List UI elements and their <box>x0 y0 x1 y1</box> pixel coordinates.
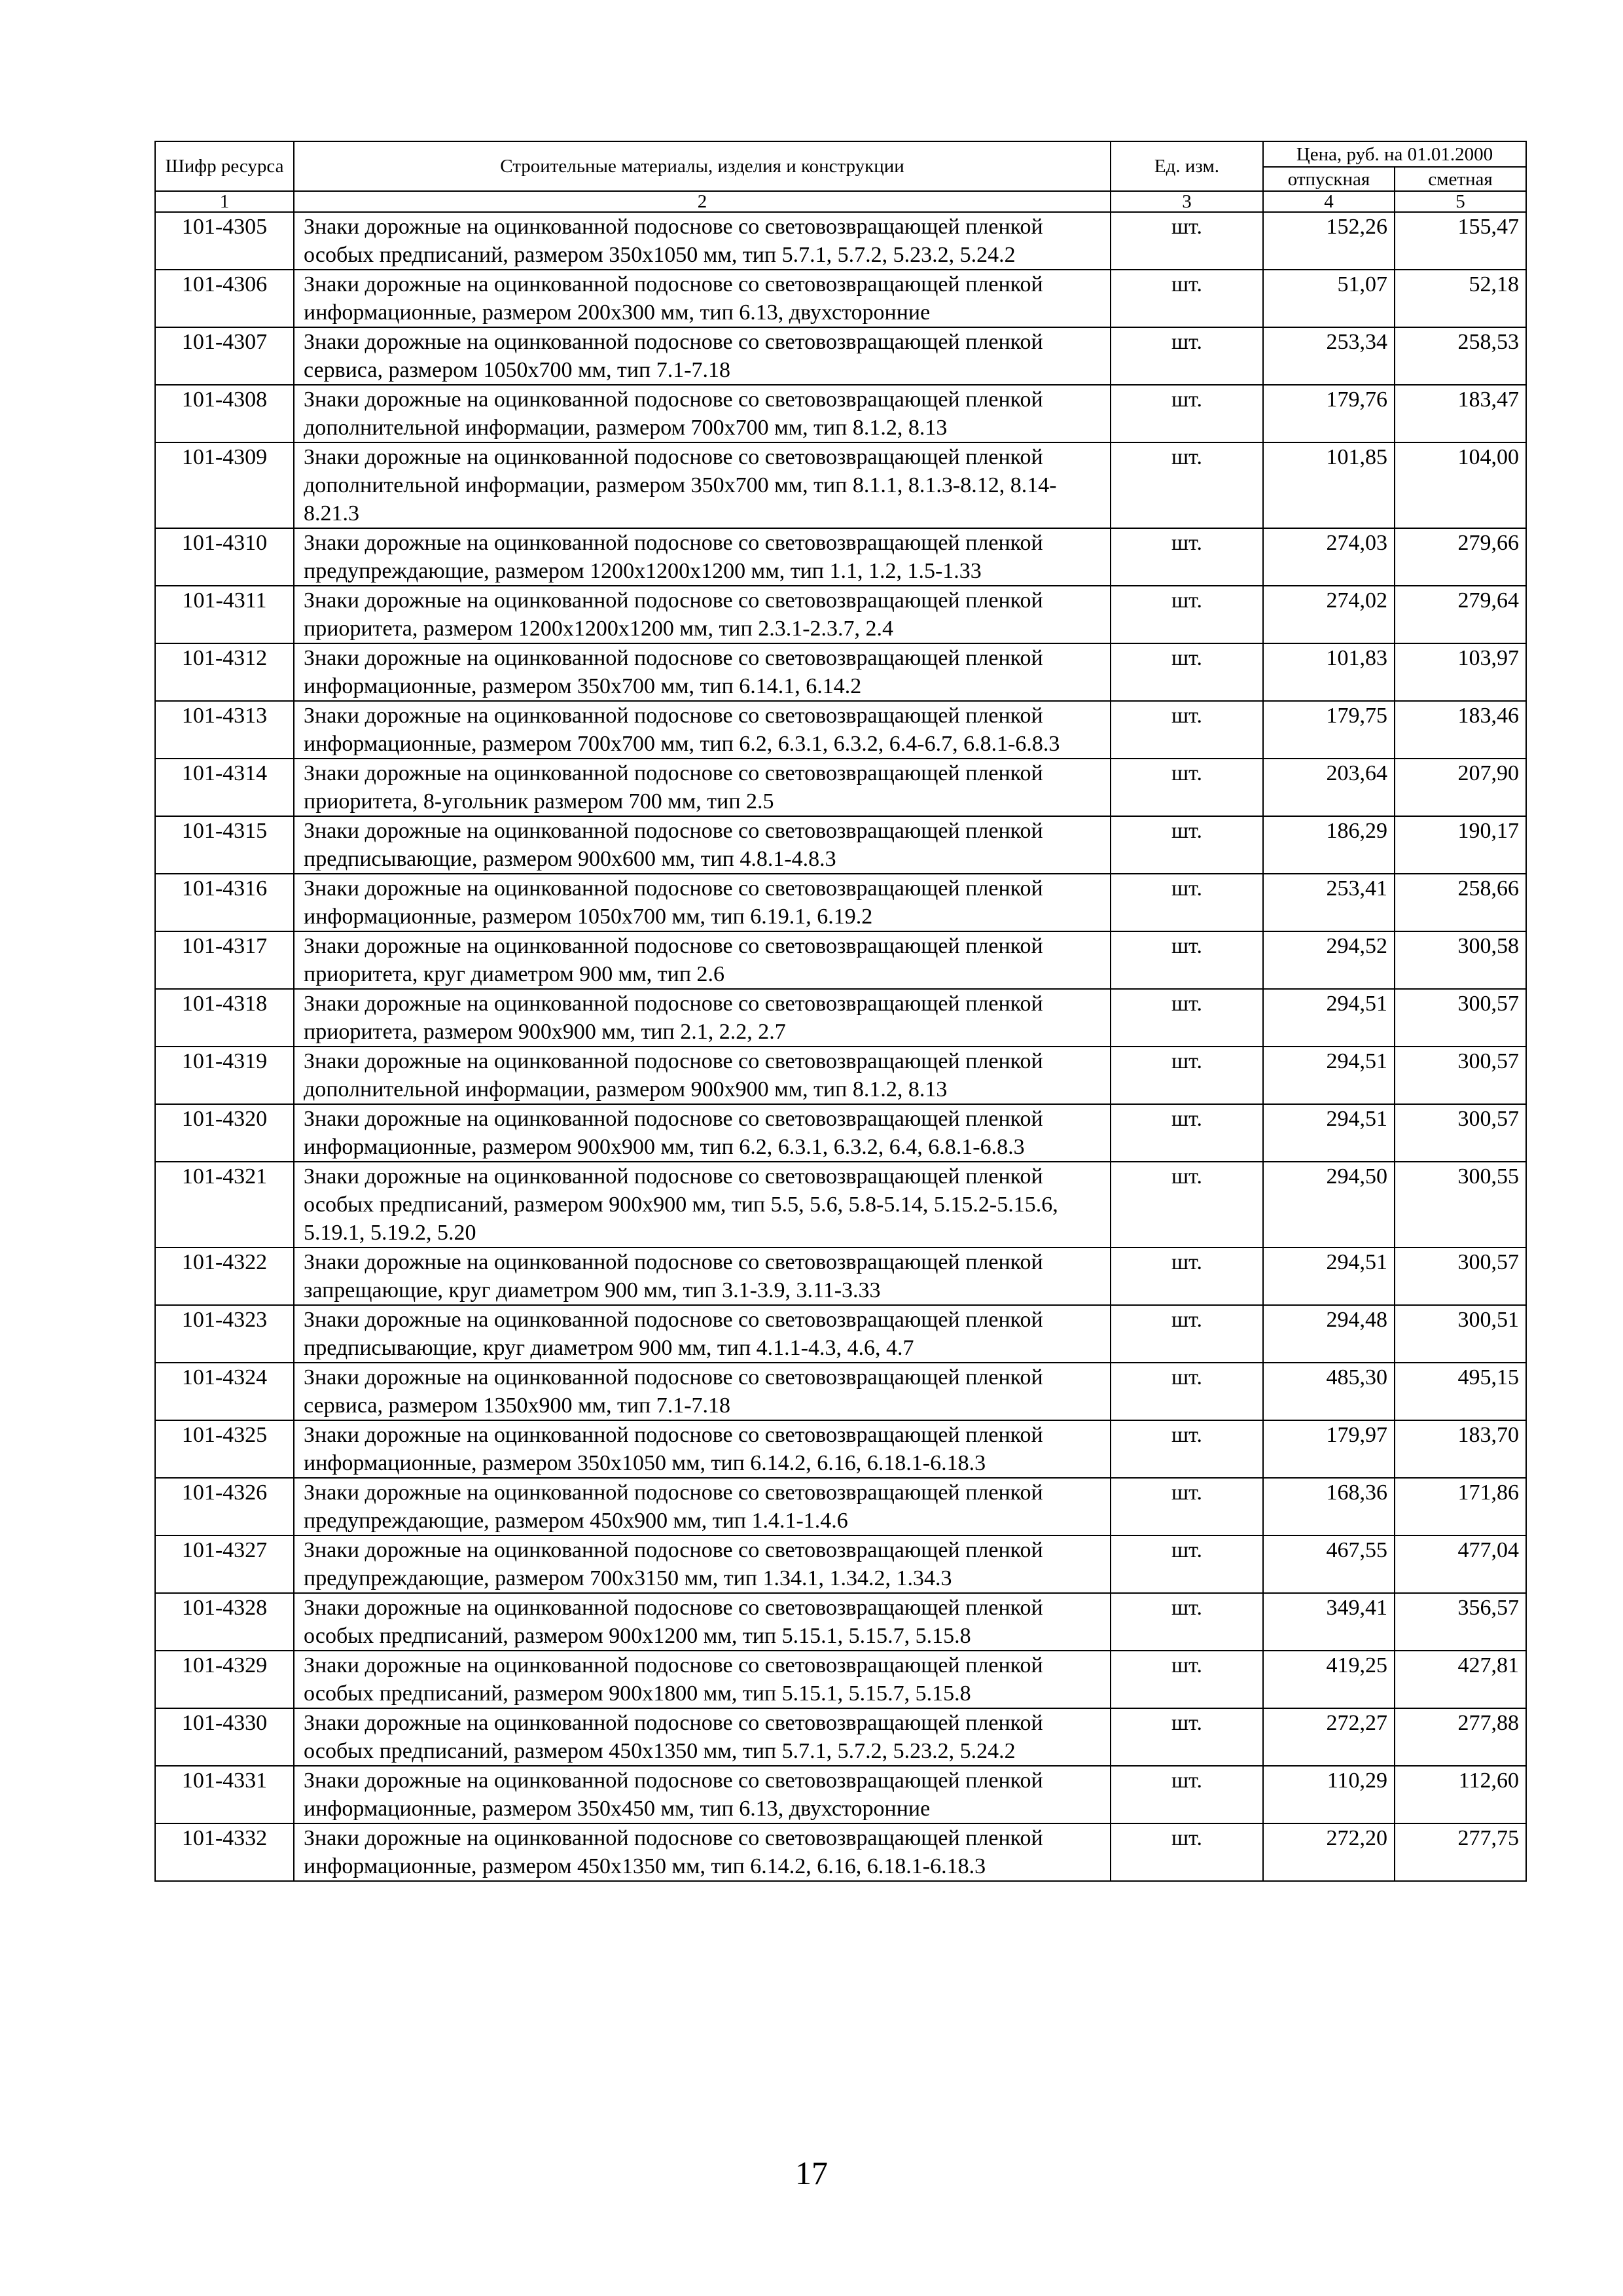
price-estimate-cell: 300,51 <box>1395 1305 1526 1363</box>
unit-cell: шт. <box>1111 442 1263 528</box>
name-cell: Знаки дорожные на оцинкованной подоснове со световозвращающей пленкой предупреждающие, размером 450х900 мм, тип 1.4.1-1.4.6 <box>294 1478 1111 1535</box>
column-number: 3 <box>1111 191 1263 212</box>
code-cell: 101-4326 <box>155 1478 294 1535</box>
code-cell: 101-4327 <box>155 1535 294 1593</box>
name-cell: Знаки дорожные на оцинкованной подоснове со световозвращающей пленкой предписывающие, круг диаметром 900 мм, тип 4.1.1-4.3, 4.6, 4.7 <box>294 1305 1111 1363</box>
price-release-cell: 253,34 <box>1263 327 1395 385</box>
price-release-cell: 179,76 <box>1263 385 1395 442</box>
code-cell: 101-4305 <box>155 212 294 270</box>
price-estimate-cell: 427,81 <box>1395 1651 1526 1708</box>
table-row <box>155 586 1526 643</box>
name-cell: Знаки дорожные на оцинкованной подоснове со световозвращающей пленкой особых предписаний, размером 900х900 мм, тип 5.5, 5.6, 5.8-5.14, 5.15.2-5.15.6, 5.19.1, 5.19.2, 5.20 <box>294 1162 1111 1247</box>
code-cell: 101-4329 <box>155 1651 294 1708</box>
header-price-release: отпускная <box>1263 167 1395 191</box>
code-cell: 101-4324 <box>155 1363 294 1420</box>
code-cell: 101-4306 <box>155 270 294 327</box>
price-estimate-cell: 103,97 <box>1395 643 1526 701</box>
price-release-cell: 101,85 <box>1263 442 1395 528</box>
price-release-cell: 272,27 <box>1263 1708 1395 1766</box>
unit-cell: шт. <box>1111 989 1263 1047</box>
header-name: Строительные материалы, изделия и конструкции <box>294 141 1111 191</box>
code-cell: 101-4323 <box>155 1305 294 1363</box>
name-cell: Знаки дорожные на оцинкованной подоснове со световозвращающей пленкой информационные, размером 700х700 мм, тип 6.2, 6.3.1, 6.3.2, 6.4-6.7, 6.8.1-6.8.3 <box>294 701 1111 759</box>
unit-cell: шт. <box>1111 385 1263 442</box>
code-cell: 101-4319 <box>155 1047 294 1104</box>
table-row <box>155 643 1526 701</box>
header-unit: Ед. изм. <box>1111 141 1263 191</box>
unit-cell: шт. <box>1111 1363 1263 1420</box>
table-row <box>155 1766 1526 1823</box>
price-estimate-cell: 495,15 <box>1395 1363 1526 1420</box>
unit-cell: шт. <box>1111 586 1263 643</box>
price-release-cell: 272,20 <box>1263 1823 1395 1881</box>
name-cell: Знаки дорожные на оцинкованной подоснове со световозвращающей пленкой предупреждающие, размером 1200х1200х1200 мм, тип 1.1, 1.2, 1.5-1.33 <box>294 528 1111 586</box>
header-price: Цена, руб. на 01.01.2000 <box>1263 141 1526 167</box>
price-release-cell: 467,55 <box>1263 1535 1395 1593</box>
table-row <box>155 1823 1526 1881</box>
page-number: 17 <box>795 2155 828 2191</box>
table-row <box>155 931 1526 989</box>
price-release-cell: 152,26 <box>1263 212 1395 270</box>
table-row <box>155 1651 1526 1708</box>
code-cell: 101-4322 <box>155 1247 294 1305</box>
name-cell: Знаки дорожные на оцинкованной подоснове со световозвращающей пленкой информационные, размером 350х700 мм, тип 6.14.1, 6.14.2 <box>294 643 1111 701</box>
price-estimate-cell: 300,55 <box>1395 1162 1526 1247</box>
name-cell: Знаки дорожные на оцинкованной подоснове со световозвращающей пленкой дополнительной информации, размером 350х700 мм, тип 8.1.1, 8.1.3-8.12, 8.14-8.21.3 <box>294 442 1111 528</box>
code-cell: 101-4315 <box>155 816 294 874</box>
unit-cell: шт. <box>1111 1420 1263 1478</box>
table-row <box>155 212 1526 270</box>
name-cell: Знаки дорожные на оцинкованной подоснове со световозвращающей пленкой сервиса, размером 1350х900 мм, тип 7.1-7.18 <box>294 1363 1111 1420</box>
price-estimate-cell: 183,70 <box>1395 1420 1526 1478</box>
name-cell: Знаки дорожные на оцинкованной подоснове со световозвращающей пленкой запрещающие, круг диаметром 900 мм, тип 3.1-3.9, 3.11-3.33 <box>294 1247 1111 1305</box>
table-row <box>155 816 1526 874</box>
price-release-cell: 168,36 <box>1263 1478 1395 1535</box>
table-row <box>155 1708 1526 1766</box>
price-estimate-cell: 52,18 <box>1395 270 1526 327</box>
table-row <box>155 1363 1526 1420</box>
unit-cell: шт. <box>1111 212 1263 270</box>
price-release-cell: 485,30 <box>1263 1363 1395 1420</box>
code-cell: 101-4307 <box>155 327 294 385</box>
name-cell: Знаки дорожные на оцинкованной подоснове со световозвращающей пленкой информационные, размером 200х300 мм, тип 6.13, двухсторонние <box>294 270 1111 327</box>
table-row <box>155 1047 1526 1104</box>
name-cell: Знаки дорожные на оцинкованной подоснове со световозвращающей пленкой приоритета, круг диаметром 900 мм, тип 2.6 <box>294 931 1111 989</box>
price-table <box>154 141 1527 1882</box>
price-release-cell: 294,48 <box>1263 1305 1395 1363</box>
name-cell: Знаки дорожные на оцинкованной подоснове со световозвращающей пленкой предписывающие, размером 900х600 мм, тип 4.8.1-4.8.3 <box>294 816 1111 874</box>
name-cell: Знаки дорожные на оцинкованной подоснове со световозвращающей пленкой информационные, размером 1050х700 мм, тип 6.19.1, 6.19.2 <box>294 874 1111 931</box>
price-estimate-cell: 183,46 <box>1395 701 1526 759</box>
table-row <box>155 989 1526 1047</box>
price-estimate-cell: 300,57 <box>1395 1247 1526 1305</box>
table-row <box>155 701 1526 759</box>
code-cell: 101-4308 <box>155 385 294 442</box>
price-release-cell: 294,50 <box>1263 1162 1395 1247</box>
price-release-cell: 274,02 <box>1263 586 1395 643</box>
name-cell: Знаки дорожные на оцинкованной подоснове со световозвращающей пленкой приоритета, размером 1200х1200х1200 мм, тип 2.3.1-2.3.7, 2.4 <box>294 586 1111 643</box>
code-cell: 101-4310 <box>155 528 294 586</box>
price-release-cell: 51,07 <box>1263 270 1395 327</box>
code-cell: 101-4328 <box>155 1593 294 1651</box>
price-release-cell: 101,83 <box>1263 643 1395 701</box>
table-row <box>155 1535 1526 1593</box>
code-cell: 101-4331 <box>155 1766 294 1823</box>
table-row <box>155 1247 1526 1305</box>
header-code: Шифр ресурса <box>155 141 294 191</box>
price-estimate-cell: 300,57 <box>1395 989 1526 1047</box>
unit-cell: шт. <box>1111 1593 1263 1651</box>
unit-cell: шт. <box>1111 931 1263 989</box>
name-cell: Знаки дорожные на оцинкованной подоснове со световозвращающей пленкой информационные, размером 350х450 мм, тип 6.13, двухсторонние <box>294 1766 1111 1823</box>
price-estimate-cell: 279,64 <box>1395 586 1526 643</box>
code-cell: 101-4313 <box>155 701 294 759</box>
price-estimate-cell: 258,53 <box>1395 327 1526 385</box>
price-estimate-cell: 104,00 <box>1395 442 1526 528</box>
unit-cell: шт. <box>1111 1766 1263 1823</box>
code-cell: 101-4325 <box>155 1420 294 1478</box>
column-number-row <box>155 191 1526 212</box>
price-estimate-cell: 190,17 <box>1395 816 1526 874</box>
unit-cell: шт. <box>1111 816 1263 874</box>
code-cell: 101-4312 <box>155 643 294 701</box>
price-release-cell: 203,64 <box>1263 759 1395 816</box>
column-number: 1 <box>155 191 294 212</box>
price-estimate-cell: 258,66 <box>1395 874 1526 931</box>
price-release-cell: 419,25 <box>1263 1651 1395 1708</box>
table-row <box>155 1593 1526 1651</box>
code-cell: 101-4320 <box>155 1104 294 1162</box>
unit-cell: шт. <box>1111 1305 1263 1363</box>
unit-cell: шт. <box>1111 643 1263 701</box>
unit-cell: шт. <box>1111 1104 1263 1162</box>
unit-cell: шт. <box>1111 270 1263 327</box>
table-row <box>155 759 1526 816</box>
name-cell: Знаки дорожные на оцинкованной подоснове со световозвращающей пленкой информационные, размером 350х1050 мм, тип 6.14.2, 6.16, 6.18.1-6.18.3 <box>294 1420 1111 1478</box>
unit-cell: шт. <box>1111 327 1263 385</box>
unit-cell: шт. <box>1111 528 1263 586</box>
price-estimate-cell: 300,58 <box>1395 931 1526 989</box>
price-release-cell: 179,75 <box>1263 701 1395 759</box>
table-row <box>155 385 1526 442</box>
unit-cell: шт. <box>1111 1708 1263 1766</box>
unit-cell: шт. <box>1111 1535 1263 1593</box>
price-release-cell: 186,29 <box>1263 816 1395 874</box>
price-estimate-cell: 356,57 <box>1395 1593 1526 1651</box>
price-estimate-cell: 155,47 <box>1395 212 1526 270</box>
unit-cell: шт. <box>1111 759 1263 816</box>
price-release-cell: 110,29 <box>1263 1766 1395 1823</box>
unit-cell: шт. <box>1111 1651 1263 1708</box>
code-cell: 101-4318 <box>155 989 294 1047</box>
price-release-cell: 349,41 <box>1263 1593 1395 1651</box>
table-row <box>155 442 1526 528</box>
name-cell: Знаки дорожные на оцинкованной подоснове со световозвращающей пленкой приоритета, размером 900х900 мм, тип 2.1, 2.2, 2.7 <box>294 989 1111 1047</box>
price-release-cell: 294,51 <box>1263 1247 1395 1305</box>
code-cell: 101-4330 <box>155 1708 294 1766</box>
name-cell: Знаки дорожные на оцинкованной подоснове со световозвращающей пленкой информационные, размером 450х1350 мм, тип 6.14.2, 6.16, 6.18.1-6.18.3 <box>294 1823 1111 1881</box>
table-row <box>155 327 1526 385</box>
price-estimate-cell: 171,86 <box>1395 1478 1526 1535</box>
price-release-cell: 294,51 <box>1263 989 1395 1047</box>
name-cell: Знаки дорожные на оцинкованной подоснове со световозвращающей пленкой особых предписаний, размером 450х1350 мм, тип 5.7.1, 5.7.2, 5.23.2, 5.24.2 <box>294 1708 1111 1766</box>
price-release-cell: 179,97 <box>1263 1420 1395 1478</box>
column-number: 2 <box>294 191 1111 212</box>
table-row <box>155 1478 1526 1535</box>
price-table-container <box>154 141 1525 1882</box>
code-cell: 101-4321 <box>155 1162 294 1247</box>
name-cell: Знаки дорожные на оцинкованной подоснове со световозвращающей пленкой особых предписаний, размером 900х1800 мм, тип 5.15.1, 5.15.7, 5.15.8 <box>294 1651 1111 1708</box>
name-cell: Знаки дорожные на оцинкованной подоснове со световозвращающей пленкой особых предписаний, размером 900х1200 мм, тип 5.15.1, 5.15.7, 5.15.8 <box>294 1593 1111 1651</box>
price-estimate-cell: 183,47 <box>1395 385 1526 442</box>
code-cell: 101-4317 <box>155 931 294 989</box>
price-estimate-cell: 300,57 <box>1395 1104 1526 1162</box>
table-row <box>155 1104 1526 1162</box>
unit-cell: шт. <box>1111 874 1263 931</box>
price-estimate-cell: 207,90 <box>1395 759 1526 816</box>
unit-cell: шт. <box>1111 1247 1263 1305</box>
unit-cell: шт. <box>1111 1478 1263 1535</box>
table-row <box>155 1162 1526 1247</box>
name-cell: Знаки дорожные на оцинкованной подоснове со световозвращающей пленкой дополнительной информации, размером 900х900 мм, тип 8.1.2, 8.13 <box>294 1047 1111 1104</box>
table-row <box>155 1305 1526 1363</box>
table-row <box>155 528 1526 586</box>
price-release-cell: 294,52 <box>1263 931 1395 989</box>
unit-cell: шт. <box>1111 1162 1263 1247</box>
name-cell: Знаки дорожные на оцинкованной подоснове со световозвращающей пленкой информационные, размером 900х900 мм, тип 6.2, 6.3.1, 6.3.2, 6.4, 6.8.1-6.8.3 <box>294 1104 1111 1162</box>
name-cell: Знаки дорожные на оцинкованной подоснове со световозвращающей пленкой приоритета, 8-угольник размером 700 мм, тип 2.5 <box>294 759 1111 816</box>
unit-cell: шт. <box>1111 1823 1263 1881</box>
column-number: 5 <box>1395 191 1526 212</box>
name-cell: Знаки дорожные на оцинкованной подоснове со световозвращающей пленкой дополнительной информации, размером 700х700 мм, тип 8.1.2, 8.13 <box>294 385 1111 442</box>
table-row <box>155 1420 1526 1478</box>
price-estimate-cell: 277,75 <box>1395 1823 1526 1881</box>
price-release-cell: 294,51 <box>1263 1104 1395 1162</box>
unit-cell: шт. <box>1111 1047 1263 1104</box>
price-estimate-cell: 477,04 <box>1395 1535 1526 1593</box>
name-cell: Знаки дорожные на оцинкованной подоснове со световозвращающей пленкой предупреждающие, размером 700х3150 мм, тип 1.34.1, 1.34.2, 1.34.3 <box>294 1535 1111 1593</box>
header-price-estimate: сметная <box>1395 167 1526 191</box>
table-row <box>155 270 1526 327</box>
code-cell: 101-4309 <box>155 442 294 528</box>
code-cell: 101-4311 <box>155 586 294 643</box>
price-release-cell: 274,03 <box>1263 528 1395 586</box>
price-estimate-cell: 277,88 <box>1395 1708 1526 1766</box>
price-release-cell: 294,51 <box>1263 1047 1395 1104</box>
name-cell: Знаки дорожные на оцинкованной подоснове со световозвращающей пленкой сервиса, размером 1050х700 мм, тип 7.1-7.18 <box>294 327 1111 385</box>
price-release-cell: 253,41 <box>1263 874 1395 931</box>
name-cell: Знаки дорожные на оцинкованной подоснове со световозвращающей пленкой особых предписаний, размером 350х1050 мм, тип 5.7.1, 5.7.2, 5.23.2, 5.24.2 <box>294 212 1111 270</box>
code-cell: 101-4314 <box>155 759 294 816</box>
column-number: 4 <box>1263 191 1395 212</box>
price-estimate-cell: 279,66 <box>1395 528 1526 586</box>
price-estimate-cell: 112,60 <box>1395 1766 1526 1823</box>
unit-cell: шт. <box>1111 701 1263 759</box>
code-cell: 101-4332 <box>155 1823 294 1881</box>
price-estimate-cell: 300,57 <box>1395 1047 1526 1104</box>
code-cell: 101-4316 <box>155 874 294 931</box>
table-row <box>155 874 1526 931</box>
